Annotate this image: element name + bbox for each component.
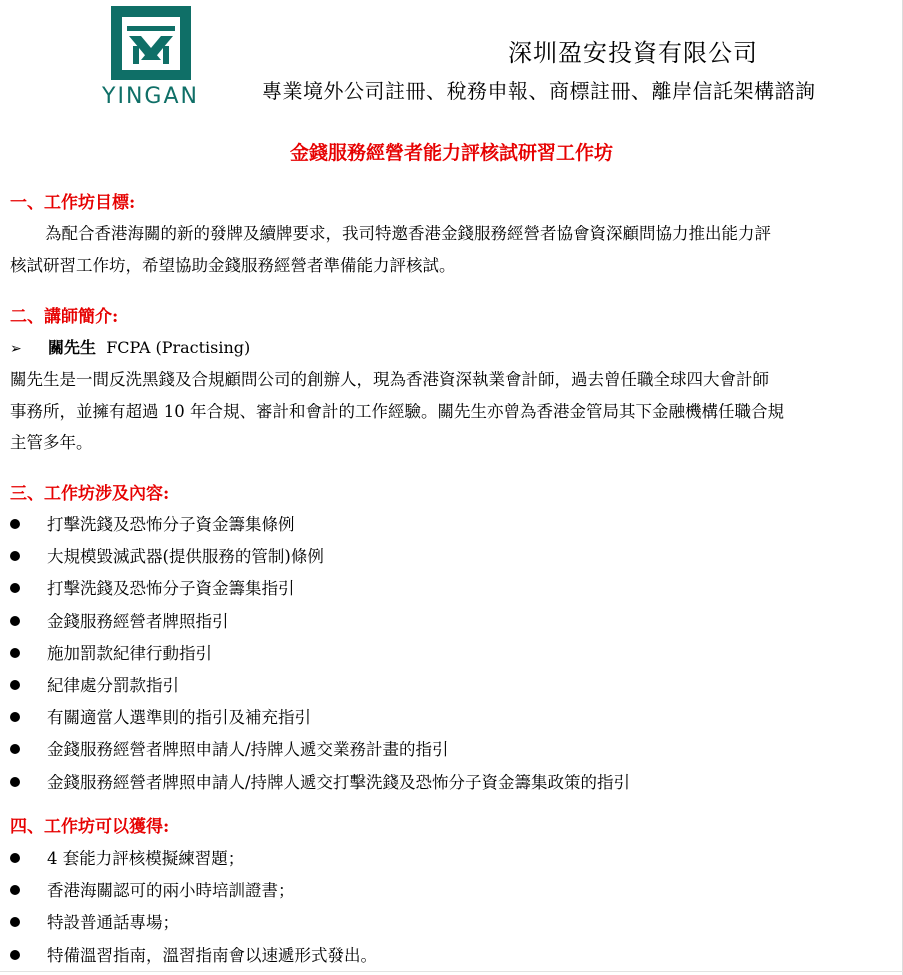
page-bottom-edge [0,971,903,972]
bullet-icon [10,853,20,863]
lecturer-paragraph [10,364,876,459]
bullet-icon [10,680,20,690]
objective-line-2: 核試研習工作坊，希望協助金錢服務經營者準備能力評核試。 [10,255,456,275]
lecturer-line-2: 事務所，並擁有超過 10 年合規、審計和會計的工作經驗。關先生亦曾為香港金管局其下金融機構任職合規 [10,401,784,421]
bullet-icon [10,712,20,722]
lecturer-line-3: 主管多年。 [10,433,93,452]
company-name: 深圳盈安投資有限公司 [508,39,758,67]
bullet-icon [10,616,20,626]
document-title: 金錢服務經營者能力評核試研習工作坊 [289,142,613,164]
yingan-logo-mark-icon [111,6,191,82]
lecturer-credential: FCPA (Practising) [106,338,251,357]
objective-paragraph [10,218,876,281]
bullet-icon [10,519,20,529]
bullet-icon [10,777,20,787]
bullet-icon [10,917,20,927]
bullet-icon [10,583,20,593]
lecturer-name: 關先生 [48,338,97,357]
lecturer-name-line [10,336,250,361]
section-heading-content: 三、工作坊涉及內容: [10,484,170,504]
company-logo [93,6,208,110]
arrow-bullet-icon: ➢ [10,341,22,357]
logo-wordmark: YINGAN [102,84,199,109]
bullet-icon [10,950,20,960]
section-heading-benefits: 四、工作坊可以獲得: [10,817,170,837]
bullet-icon [10,648,20,658]
lecturer-line-1: 關先生是一間反洗黑錢及合規顧問公司的創辦人，現為香港資深執業會計師，過去曾任職全球四大會計師 [10,370,769,389]
objective-line-1: 為配合香港海關的新的發牌及續牌要求，我司特邀香港金錢服務經營者協會資深顧問協力推出能力評 [45,224,771,243]
section-heading-lecturer: 二、講師簡介: [10,307,119,327]
bullet-icon [10,551,20,561]
bullet-icon [10,885,20,895]
section-heading-objective: 一、工作坊目標: [10,193,136,213]
company-services: 專業境外公司註冊、稅務申報、商標註冊、離岸信託架構諮詢 [262,79,816,103]
bullet-icon [10,744,20,754]
